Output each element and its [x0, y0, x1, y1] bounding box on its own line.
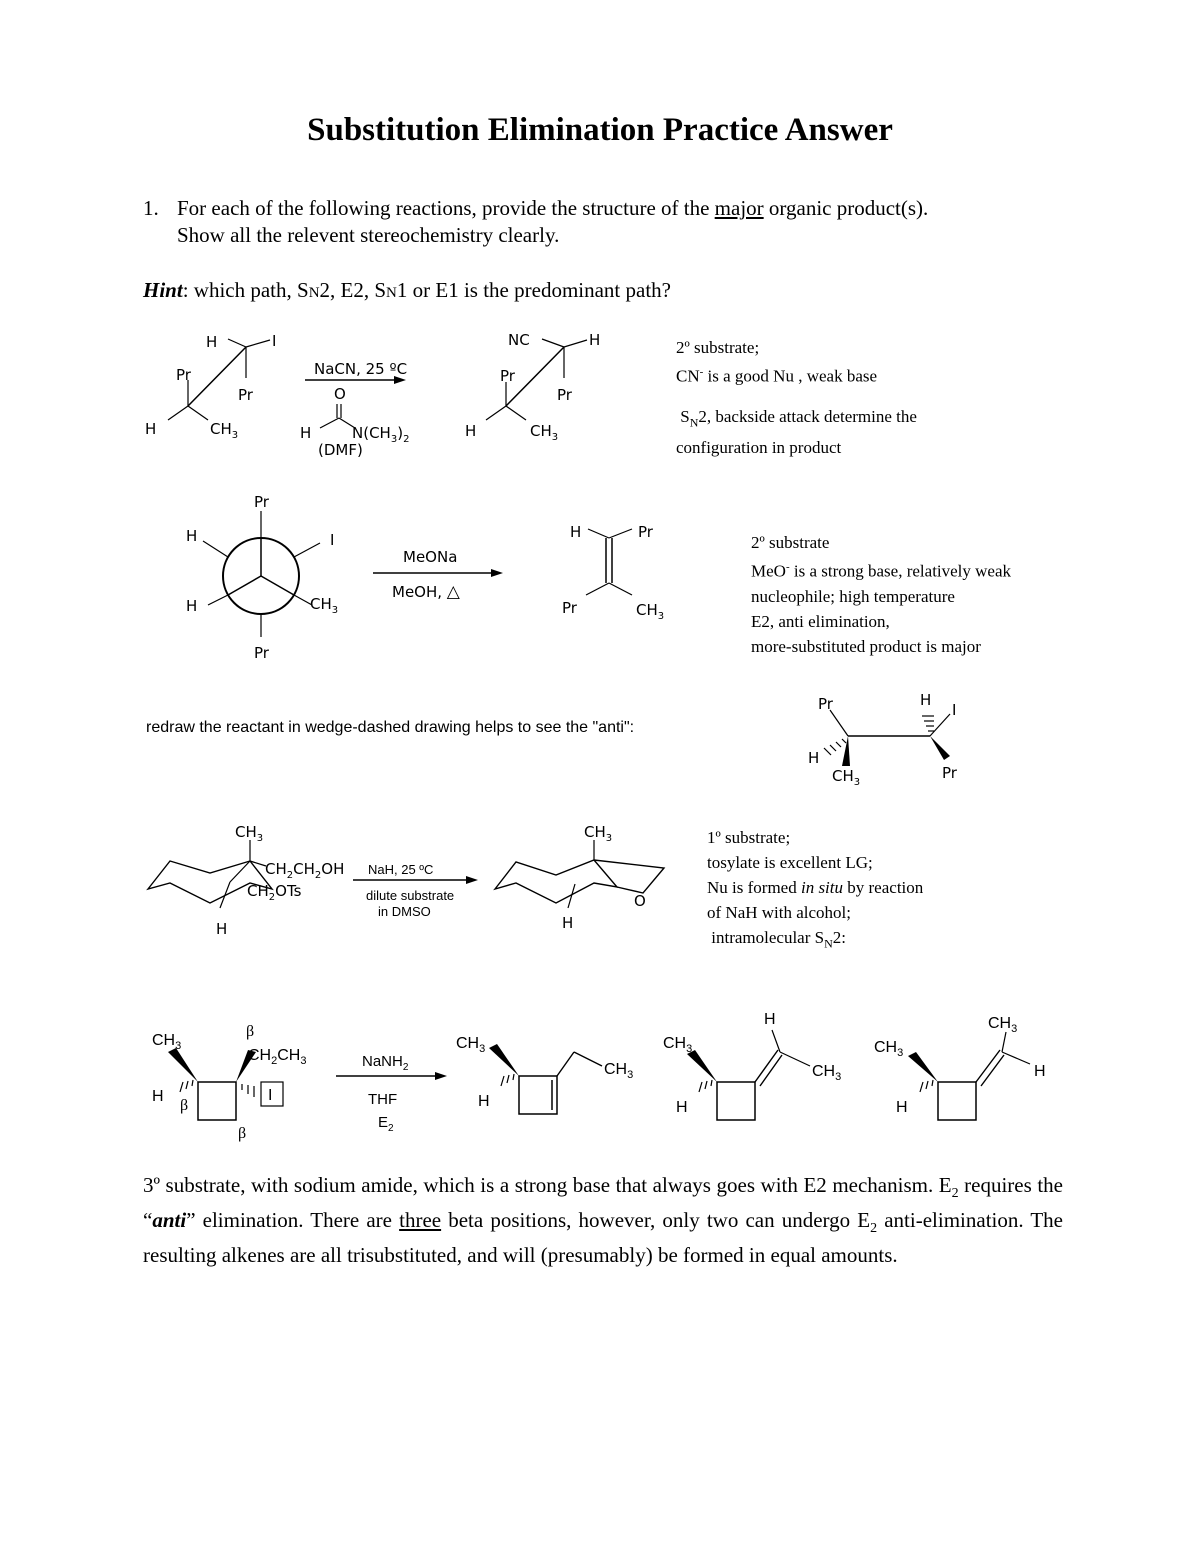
reaction-2-scheme — [0, 485, 1200, 670]
rxn2-product-ch3: $CH_3$ — [636, 601, 665, 622]
rxn2-product-pr-bottom: Pr — [562, 599, 577, 617]
rxn4-p3-ch3: $CH_3$ — [874, 1039, 904, 1059]
rxn4-reactant-wedge-ch3 — [168, 1048, 198, 1082]
rxn4-p1-h: H — [478, 1093, 490, 1110]
rxn1-notes — [676, 335, 917, 460]
rxn4-reactant-hash-h — [180, 1080, 193, 1092]
redraw-pr-top: Pr — [818, 695, 833, 713]
rxn3-reactant — [148, 823, 344, 938]
question-number: 1. — [143, 196, 159, 220]
rxn4-reagent-top: NaNH$_2$ — [362, 1053, 409, 1073]
redraw-h-left: H — [808, 749, 820, 767]
rxn2-product-pr2-bond — [586, 583, 609, 595]
rxn3-note-5: intramolecular $S_N2$: — [711, 928, 846, 951]
rxn2-note-1: 2º substrate — [751, 533, 830, 552]
rxn4-reactant-beta-top: β — [246, 1023, 255, 1040]
rxn2-newman-pr-top: Pr — [254, 493, 269, 511]
rxn2-product-h: H — [570, 523, 582, 541]
rxn1-product-bond-h2 — [486, 406, 506, 420]
rxn1-dmf-label: (DMF) — [318, 441, 363, 459]
rxn2-newman-front-bond3 — [261, 576, 294, 595]
rxn1-reactant-i: I — [272, 332, 277, 350]
question-text-line1: For each of the following reactions, provide the structure of the major organic product(s). — [177, 196, 929, 220]
rxn1-reactant-ch3: $CH_3$ — [210, 420, 239, 441]
redraw-wedge-right — [930, 736, 950, 760]
rxn4-p2-hash-h — [699, 1080, 712, 1092]
rxn2-newman-projection — [186, 493, 338, 662]
rxn2-newman-pr-bottom: Pr — [254, 644, 269, 662]
rxn1-product-h-bottom: H — [465, 422, 477, 440]
rxn1-reactant-h-bottom: H — [145, 420, 157, 438]
rxn1-dmf-n: $N(CH_3)_2$ — [352, 424, 410, 445]
rxn3-reactant-ch3: $CH_3$ — [235, 823, 264, 844]
rxn1-dmf-o: O — [334, 385, 346, 403]
rxn1-arrow-group — [300, 360, 409, 459]
rxn2-product-alkene — [562, 523, 664, 622]
redraw-wedge-dash-structure — [790, 688, 990, 798]
rxn1-product-h-top: H — [589, 331, 601, 349]
rxn4-reagent-mid: THF — [368, 1091, 398, 1108]
rxn4-arrow-group — [336, 1053, 447, 1134]
rxn1-note-3: $S_N2$, backside attack determine the — [680, 406, 917, 430]
rxn1-reactant-bond-ch3 — [188, 406, 208, 420]
rxn4-reactant-beta-left: β — [180, 1097, 189, 1114]
rxn3-product-ring-a — [495, 860, 617, 903]
rxn4-arrow-head — [435, 1072, 447, 1080]
rxn3-product-o: O — [634, 892, 646, 910]
rxn4-p3-ch3-top: $CH_3$ — [988, 1015, 1018, 1035]
rxn4-p1-ch3-right: $CH_3$ — [604, 1061, 634, 1081]
redraw-pr-bond — [830, 710, 848, 736]
rxn1-reactant — [145, 332, 276, 441]
rxn1-dmf-ch-bond — [320, 418, 339, 428]
rxn4-reactant-i: I — [268, 1087, 273, 1104]
rxn4-p1-ch3: $CH_3$ — [456, 1035, 486, 1055]
redraw-hash-left — [824, 739, 846, 755]
rxn3-product-ring-b — [594, 860, 664, 893]
rxn1-product-bond-ch3 — [506, 406, 526, 420]
rxn2-note-3: nucleophile; high temperature — [751, 586, 955, 606]
rxn3-arrow-group — [353, 862, 478, 919]
rxn3-reactant-chain: $CH_2CH_2OH$ — [265, 860, 345, 881]
rxn1-product-pr-right: Pr — [557, 386, 572, 404]
reaction-4-scheme — [0, 1000, 1200, 1150]
redraw-hash-top — [922, 716, 934, 731]
rxn3-product-ch3: $CH_3$ — [584, 823, 613, 844]
redraw-caption: redraw the reactant in wedge-dashed drawing helps to see the "anti": — [146, 719, 635, 736]
conclusion-paragraph: 3º substrate, with sodium amide, which is a strong base that always goes with E2 mechanism. $E_2$ requires the “anti” elimination. There are three beta positions, however, only two can undergo $E_2$ anti-elimination. The resulting alkenes are all trisubstituted, and will (presumably) be formed in equal amounts. — [143, 1173, 1064, 1268]
rxn3-condition-2: in DMSO — [378, 904, 431, 919]
rxn1-reactant-bond-h2 — [168, 406, 188, 420]
rxn4-p1-wedge-ch3 — [489, 1044, 519, 1076]
rxn1-reactant-bond-i — [246, 340, 270, 347]
rxn4-p3-wedge-ch3 — [908, 1052, 938, 1082]
rxn4-reactant-h: H — [152, 1088, 164, 1105]
rxn4-product-2 — [663, 1011, 841, 1120]
rxn2-newman-h-back-bond — [203, 541, 228, 557]
rxn1-reactant-h-top: H — [206, 333, 218, 351]
rxn4-p3-ch3-bond — [1002, 1032, 1006, 1052]
redraw-i: I — [952, 701, 957, 719]
rxn3-reactant-h: H — [216, 920, 228, 938]
question-text-line2: Show all the relevent stereochemistry clearly. — [177, 223, 560, 247]
rxn4-reagent-bottom: $E_2$ — [378, 1114, 394, 1134]
rxn3-note-3: Nu is formed in situ by reaction — [707, 878, 924, 897]
rxn1-product — [465, 331, 600, 443]
rxn3-product-h: H — [562, 914, 574, 932]
rxn4-p2-h-bond — [772, 1030, 780, 1052]
rxn4-p3-h-right: H — [1034, 1063, 1046, 1080]
reaction-1-scheme — [0, 320, 1200, 470]
rxn2-newman-h-left-bond — [208, 595, 228, 605]
rxn4-p2-h: H — [676, 1099, 688, 1116]
rxn4-product-1 — [456, 1035, 633, 1114]
rxn4-p1-hash-h — [501, 1074, 514, 1086]
rxn4-p2-ch3-right: $CH_3$ — [812, 1063, 842, 1083]
rxn1-reagent: NaCN, 25 ºC — [314, 360, 408, 378]
rxn1-reactant-pr-left: Pr — [176, 366, 191, 384]
rxn4-p2-ring — [717, 1082, 755, 1120]
rxn4-p3-hash-h — [920, 1080, 933, 1092]
rxn4-reactant-beta-bottom: β — [238, 1125, 247, 1142]
rxn2-note-5: more-substituted product is major — [751, 636, 981, 656]
rxn1-product-pr-left: Pr — [500, 367, 515, 385]
rxn2-newman-i: I — [330, 531, 335, 549]
rxn4-p2-ch3-bond — [780, 1052, 810, 1066]
rxn4-p3-h: H — [896, 1099, 908, 1116]
rxn4-p1-ethyl-bond-2 — [574, 1052, 602, 1066]
rxn1-product-ch3: $CH_3$ — [530, 422, 559, 443]
rxn1-dmf-h: H — [300, 424, 312, 442]
page-title: Substitution Elimination Practice Answer — [307, 112, 893, 148]
redraw-h-top: H — [920, 691, 932, 709]
rxn2-arrow-group — [373, 548, 503, 602]
rxn2-note-2: MeO- is a strong base, relatively weak — [751, 561, 1012, 581]
rxn1-product-bond-nc — [542, 339, 564, 347]
rxn4-p3-ring — [938, 1082, 976, 1120]
rxn2-product-ch3-bond — [609, 583, 632, 595]
rxn2-product-pr-bond — [609, 529, 632, 538]
rxn2-product-h-bond — [588, 529, 609, 538]
rxn2-newman-front-bond2 — [228, 576, 261, 595]
rxn2-newman-ch3: $CH_3$ — [310, 595, 339, 616]
hint-line: Hint: which path, SN2, E2, SN1 or E1 is the predominant path? — [143, 278, 671, 302]
rxn3-reagent: NaH, 25 ºC — [368, 862, 434, 877]
rxn2-notes — [751, 530, 1011, 659]
redraw-pr-right: Pr — [942, 764, 957, 782]
rxn2-newman-i-back-bond — [294, 543, 320, 557]
rxn4-reactant-ring — [198, 1082, 236, 1120]
rxn3-note-4: of NaH with alcohol; — [707, 903, 851, 922]
redraw-i-bond — [930, 714, 950, 736]
rxn3-product — [495, 823, 664, 932]
rxn3-arrow-head — [466, 876, 478, 884]
rxn4-p1-ethyl-bond-1 — [557, 1052, 574, 1076]
rxn3-reactant-h-bond — [220, 882, 230, 908]
rxn4-p3-h-bond — [1002, 1052, 1030, 1064]
rxn4-reactant — [152, 1023, 306, 1142]
rxn2-product-pr-top: Pr — [638, 523, 653, 541]
rxn4-p2-ch3: $CH_3$ — [663, 1035, 693, 1055]
rxn4-reactant-hash-i — [242, 1084, 254, 1097]
rxn2-reagent-top: MeONa — [403, 548, 458, 566]
rxn1-reactant-pr-right: Pr — [238, 386, 253, 404]
rxn2-newman-h-ul: H — [186, 527, 198, 545]
rxn3-note-2: tosylate is excellent LG; — [707, 853, 873, 872]
rxn2-reagent-bottom: MeOH, △ — [392, 582, 460, 602]
rxn3-reactant-ots: $CH_2OTs$ — [247, 882, 302, 903]
rxn4-reactant-ethyl: $CH_2CH_3$ — [248, 1047, 307, 1067]
rxn3-condition-1: dilute substrate — [366, 888, 455, 903]
rxn3-notes — [707, 825, 923, 956]
rxn1-product-nc: NC — [508, 331, 530, 349]
redraw-ch3: $CH_3$ — [832, 767, 861, 788]
rxn4-p2-h-top: H — [764, 1011, 776, 1028]
rxn1-note-1: 2º substrate; — [676, 338, 760, 357]
rxn2-newman-h-ll: H — [186, 597, 198, 615]
rxn1-product-bond-h — [564, 340, 587, 347]
rxn3-note-1: 1º substrate; — [707, 828, 791, 847]
rxn4-reactant-ch3: $CH_3$ — [152, 1032, 182, 1052]
rxn1-note-2: CN- is a good Nu , weak base — [676, 366, 878, 386]
rxn1-reactant-bond-h — [228, 339, 246, 347]
rxn1-note-4: configuration in product — [676, 438, 842, 458]
rxn2-note-4: E2, anti elimination, — [751, 611, 890, 631]
reaction-3-scheme — [0, 812, 700, 947]
rxn2-arrow-head — [491, 569, 503, 577]
rxn4-product-3 — [874, 1015, 1046, 1120]
